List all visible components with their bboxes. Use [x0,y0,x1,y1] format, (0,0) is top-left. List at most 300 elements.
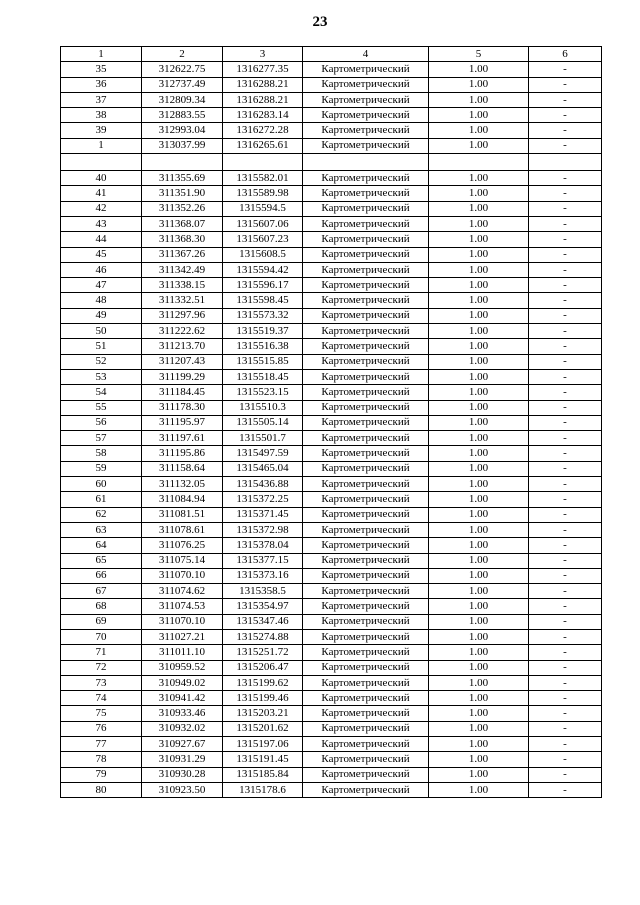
cell-y-coordinate: 1315203.21 [223,706,303,721]
cell-x-coordinate: 312809.34 [142,92,223,107]
cell-y-coordinate: 1316272.28 [223,123,303,138]
cell-accuracy: 1.00 [429,599,529,614]
cell-method: Картометрический [303,138,429,153]
cell-method: Картометрический [303,415,429,430]
cell-y-coordinate: 1315251.72 [223,645,303,660]
cell-method: Картометрический [303,614,429,629]
cell-x-coordinate [142,154,223,171]
table-row [61,324,602,339]
cell-method: Картометрический [303,691,429,706]
table-row [61,171,602,186]
cell-y-coordinate: 1315378.04 [223,538,303,553]
cell-method: Картометрический [303,538,429,553]
cell-accuracy: 1.00 [429,782,529,797]
cell-point-number: 73 [61,675,142,690]
cell-x-coordinate: 311367.26 [142,247,223,262]
table-row [61,201,602,216]
table-row [61,614,602,629]
cell-x-coordinate: 312737.49 [142,77,223,92]
cell-x-coordinate: 311084.94 [142,492,223,507]
cell-note: - [529,262,602,277]
cell-y-coordinate [223,154,303,171]
page-number: 23 [312,14,328,30]
cell-accuracy: 1.00 [429,522,529,537]
cell-method: Картометрический [303,507,429,522]
cell-note: - [529,752,602,767]
cell-y-coordinate: 1315178.6 [223,782,303,797]
cell-note: - [529,232,602,247]
cell-point-number: 42 [61,201,142,216]
cell-point-number: 48 [61,293,142,308]
cell-note: - [529,216,602,231]
cell-note: - [529,675,602,690]
cell-y-coordinate: 1315354.97 [223,599,303,614]
cell-method: Картометрический [303,645,429,660]
cell-accuracy: 1.00 [429,767,529,782]
table-row [61,675,602,690]
cell-method: Картометрический [303,767,429,782]
cell-accuracy: 1.00 [429,507,529,522]
cell-point-number: 50 [61,324,142,339]
cell-note: - [529,691,602,706]
cell-x-coordinate: 311197.61 [142,431,223,446]
cell-x-coordinate: 311297.96 [142,308,223,323]
table-row [61,461,602,476]
cell-x-coordinate: 311368.30 [142,232,223,247]
cell-note: - [529,123,602,138]
cell-x-coordinate: 311132.05 [142,477,223,492]
cell-method: Картометрический [303,123,429,138]
cell-x-coordinate: 311074.62 [142,584,223,599]
cell-point-number: 61 [61,492,142,507]
cell-y-coordinate: 1315589.98 [223,186,303,201]
cell-method: Картометрический [303,339,429,354]
cell-method: Картометрический [303,721,429,736]
table-row [61,339,602,354]
cell-method: Картометрический [303,752,429,767]
cell-note: - [529,247,602,262]
cell-method: Картометрический [303,568,429,583]
cell-y-coordinate: 1315199.62 [223,675,303,690]
cell-accuracy: 1.00 [429,339,529,354]
cell-point-number: 54 [61,385,142,400]
cell-x-coordinate: 311178.30 [142,400,223,415]
cell-note: - [529,645,602,660]
table-row [61,691,602,706]
cell-accuracy: 1.00 [429,645,529,660]
cell-x-coordinate: 311184.45 [142,385,223,400]
cell-method: Картометрический [303,431,429,446]
cell-accuracy: 1.00 [429,262,529,277]
cell-method: Картометрический [303,706,429,721]
cell-point-number: 70 [61,629,142,644]
cell-note: - [529,308,602,323]
cell-x-coordinate: 311338.15 [142,278,223,293]
table-row [61,400,602,415]
column-header: 6 [529,47,602,62]
table-row [61,522,602,537]
cell-y-coordinate: 1315607.06 [223,216,303,231]
cell-y-coordinate: 1315436.88 [223,477,303,492]
cell-y-coordinate: 1315372.98 [223,522,303,537]
cell-accuracy: 1.00 [429,324,529,339]
table-row [61,247,602,262]
cell-point-number: 63 [61,522,142,537]
cell-point-number: 66 [61,568,142,583]
cell-point-number: 37 [61,92,142,107]
cell-accuracy: 1.00 [429,232,529,247]
cell-note: - [529,186,602,201]
cell-accuracy: 1.00 [429,293,529,308]
table-row [61,645,602,660]
cell-y-coordinate: 1315197.06 [223,737,303,752]
cell-note: - [529,522,602,537]
cell-note: - [529,108,602,123]
cell-accuracy: 1.00 [429,369,529,384]
cell-accuracy: 1.00 [429,171,529,186]
table-row [61,385,602,400]
cell-x-coordinate: 311070.10 [142,614,223,629]
cell-point-number: 78 [61,752,142,767]
cell-point-number: 75 [61,706,142,721]
cell-note: - [529,92,602,107]
cell-y-coordinate: 1315516.38 [223,339,303,354]
cell-y-coordinate: 1315582.01 [223,171,303,186]
cell-note: - [529,629,602,644]
cell-method: Картометрический [303,171,429,186]
cell-x-coordinate: 311158.64 [142,461,223,476]
cell-accuracy: 1.00 [429,278,529,293]
cell-note: - [529,492,602,507]
cell-point-number: 41 [61,186,142,201]
cell-method: Картометрический [303,216,429,231]
table-row [61,660,602,675]
cell-y-coordinate: 1315371.45 [223,507,303,522]
cell-point-number: 55 [61,400,142,415]
table-row [61,507,602,522]
cell-method: Картометрический [303,62,429,77]
cell-point-number: 53 [61,369,142,384]
cell-y-coordinate: 1315347.46 [223,614,303,629]
cell-method: Картометрический [303,186,429,201]
cell-note: - [529,599,602,614]
cell-point-number: 47 [61,278,142,293]
cell-point-number: 39 [61,123,142,138]
cell-note: - [529,278,602,293]
cell-y-coordinate: 1315274.88 [223,629,303,644]
cell-method: Картометрический [303,369,429,384]
cell-accuracy: 1.00 [429,77,529,92]
cell-method: Картометрический [303,629,429,644]
cell-x-coordinate: 312622.75 [142,62,223,77]
cell-x-coordinate: 311076.25 [142,538,223,553]
cell-accuracy: 1.00 [429,400,529,415]
cell-y-coordinate: 1315515.85 [223,354,303,369]
cell-x-coordinate: 310931.29 [142,752,223,767]
cell-y-coordinate: 1315358.5 [223,584,303,599]
table-row [61,752,602,767]
cell-point-number: 52 [61,354,142,369]
cell-method: Картометрический [303,782,429,797]
cell-y-coordinate: 1315607.23 [223,232,303,247]
cell-method: Картометрический [303,737,429,752]
column-header: 5 [429,47,529,62]
cell-y-coordinate: 1315594.42 [223,262,303,277]
cell-note: - [529,415,602,430]
cell-method: Картометрический [303,553,429,568]
cell-note: - [529,553,602,568]
cell-accuracy: 1.00 [429,538,529,553]
cell-accuracy: 1.00 [429,584,529,599]
cell-y-coordinate: 1315519.37 [223,324,303,339]
cell-method: Картометрический [303,324,429,339]
cell-point-number: 60 [61,477,142,492]
cell-note: - [529,782,602,797]
cell-note: - [529,461,602,476]
cell-method: Картометрический [303,385,429,400]
cell-method: Картометрический [303,354,429,369]
cell-x-coordinate: 311027.21 [142,629,223,644]
cell-y-coordinate: 1315373.16 [223,568,303,583]
cell-y-coordinate: 1315594.5 [223,201,303,216]
cell-y-coordinate: 1315206.47 [223,660,303,675]
cell-point-number: 35 [61,62,142,77]
cell-x-coordinate: 310932.02 [142,721,223,736]
cell-x-coordinate: 311351.90 [142,186,223,201]
cell-point-number: 57 [61,431,142,446]
cell-accuracy: 1.00 [429,354,529,369]
table-row [61,154,602,171]
table-header-row [61,47,602,62]
cell-accuracy: 1.00 [429,62,529,77]
cell-accuracy: 1.00 [429,614,529,629]
cell-x-coordinate: 311355.69 [142,171,223,186]
table-row [61,538,602,553]
cell-y-coordinate: 1316265.61 [223,138,303,153]
cell-accuracy: 1.00 [429,138,529,153]
cell-accuracy: 1.00 [429,92,529,107]
cell-note: - [529,201,602,216]
cell-point-number: 51 [61,339,142,354]
cell-accuracy: 1.00 [429,660,529,675]
cell-x-coordinate: 311078.61 [142,522,223,537]
cell-x-coordinate: 310959.52 [142,660,223,675]
cell-point-number: 58 [61,446,142,461]
cell-accuracy: 1.00 [429,186,529,201]
cell-y-coordinate: 1315377.15 [223,553,303,568]
cell-x-coordinate: 311074.53 [142,599,223,614]
table-row [61,77,602,92]
column-header: 3 [223,47,303,62]
table-row [61,446,602,461]
cell-note: - [529,584,602,599]
cell-x-coordinate: 310933.46 [142,706,223,721]
cell-note: - [529,477,602,492]
cell-y-coordinate: 1316288.21 [223,92,303,107]
cell-note: - [529,293,602,308]
cell-accuracy [429,154,529,171]
cell-point-number: 62 [61,507,142,522]
cell-note: - [529,324,602,339]
cell-note: - [529,77,602,92]
cell-x-coordinate: 311070.10 [142,568,223,583]
cell-note: - [529,538,602,553]
cell-note: - [529,385,602,400]
cell-accuracy: 1.00 [429,446,529,461]
table-row [61,477,602,492]
cell-method: Картометрический [303,675,429,690]
cell-accuracy: 1.00 [429,431,529,446]
table-row [61,492,602,507]
cell-x-coordinate: 310927.67 [142,737,223,752]
cell-point-number: 43 [61,216,142,231]
cell-x-coordinate: 311075.14 [142,553,223,568]
table-row [61,629,602,644]
table-row [61,782,602,797]
cell-accuracy: 1.00 [429,308,529,323]
cell-note: - [529,354,602,369]
cell-accuracy: 1.00 [429,385,529,400]
cell-accuracy: 1.00 [429,721,529,736]
cell-y-coordinate: 1315372.25 [223,492,303,507]
table-row [61,108,602,123]
cell-method: Картометрический [303,461,429,476]
table-row [61,737,602,752]
cell-method: Картометрический [303,477,429,492]
cell-note: - [529,339,602,354]
cell-method: Картометрический [303,77,429,92]
cell-x-coordinate: 311222.62 [142,324,223,339]
cell-accuracy: 1.00 [429,492,529,507]
cell-y-coordinate: 1315510.3 [223,400,303,415]
cell-point-number: 38 [61,108,142,123]
cell-x-coordinate: 311352.26 [142,201,223,216]
cell-x-coordinate: 311342.49 [142,262,223,277]
cell-note [529,154,602,171]
cell-x-coordinate: 312993.04 [142,123,223,138]
cell-note: - [529,568,602,583]
table-row [61,584,602,599]
column-header: 4 [303,47,429,62]
cell-method: Картометрический [303,108,429,123]
cell-point-number: 74 [61,691,142,706]
cell-method: Картометрический [303,92,429,107]
cell-point-number: 49 [61,308,142,323]
cell-method: Картометрический [303,247,429,262]
cell-point-number: 76 [61,721,142,736]
cell-accuracy: 1.00 [429,568,529,583]
cell-method: Картометрический [303,262,429,277]
cell-method: Картометрический [303,293,429,308]
column-header: 1 [61,47,142,62]
cell-method: Картометрический [303,232,429,247]
cell-note: - [529,446,602,461]
table-row [61,553,602,568]
cell-accuracy: 1.00 [429,415,529,430]
cell-x-coordinate: 310923.50 [142,782,223,797]
cell-x-coordinate: 310949.02 [142,675,223,690]
table-row [61,293,602,308]
table-row [61,232,602,247]
cell-point-number: 1 [61,138,142,153]
cell-point-number: 77 [61,737,142,752]
table-row [61,599,602,614]
cell-method [303,154,429,171]
cell-y-coordinate: 1315191.45 [223,752,303,767]
cell-accuracy: 1.00 [429,691,529,706]
cell-point-number: 40 [61,171,142,186]
table-row [61,767,602,782]
cell-accuracy: 1.00 [429,108,529,123]
cell-note: - [529,62,602,77]
table-row [61,354,602,369]
cell-note: - [529,614,602,629]
cell-accuracy: 1.00 [429,553,529,568]
table-body [61,62,602,798]
cell-x-coordinate: 311199.29 [142,369,223,384]
cell-x-coordinate: 311213.70 [142,339,223,354]
cell-note: - [529,706,602,721]
cell-method: Картометрический [303,278,429,293]
cell-x-coordinate: 310930.28 [142,767,223,782]
coordinates-table [60,46,602,798]
cell-accuracy: 1.00 [429,752,529,767]
table-row [61,568,602,583]
cell-accuracy: 1.00 [429,123,529,138]
table-row [61,431,602,446]
cell-point-number: 64 [61,538,142,553]
cell-note: - [529,767,602,782]
cell-method: Картометрический [303,400,429,415]
cell-y-coordinate: 1315598.45 [223,293,303,308]
cell-method: Картометрический [303,492,429,507]
cell-point-number: 72 [61,660,142,675]
cell-point-number: 79 [61,767,142,782]
cell-note: - [529,138,602,153]
table-row [61,262,602,277]
cell-y-coordinate: 1315497.59 [223,446,303,461]
cell-x-coordinate: 311081.51 [142,507,223,522]
cell-y-coordinate: 1315465.04 [223,461,303,476]
cell-x-coordinate: 311332.51 [142,293,223,308]
cell-x-coordinate: 311195.86 [142,446,223,461]
table-row [61,369,602,384]
table-row [61,92,602,107]
cell-y-coordinate: 1315573.32 [223,308,303,323]
cell-accuracy: 1.00 [429,247,529,262]
cell-y-coordinate: 1315199.46 [223,691,303,706]
cell-y-coordinate: 1315523.15 [223,385,303,400]
cell-point-number: 46 [61,262,142,277]
cell-x-coordinate: 310941.42 [142,691,223,706]
cell-method: Картометрический [303,446,429,461]
cell-accuracy: 1.00 [429,477,529,492]
cell-accuracy: 1.00 [429,706,529,721]
cell-x-coordinate: 311368.07 [142,216,223,231]
cell-x-coordinate: 311011.10 [142,645,223,660]
cell-x-coordinate: 312883.55 [142,108,223,123]
cell-note: - [529,721,602,736]
table-row [61,415,602,430]
cell-y-coordinate: 1315201.62 [223,721,303,736]
cell-y-coordinate: 1315505.14 [223,415,303,430]
cell-y-coordinate: 1315501.7 [223,431,303,446]
table-row [61,308,602,323]
cell-y-coordinate: 1316288.21 [223,77,303,92]
cell-point-number: 36 [61,77,142,92]
cell-point-number [61,154,142,171]
cell-accuracy: 1.00 [429,675,529,690]
